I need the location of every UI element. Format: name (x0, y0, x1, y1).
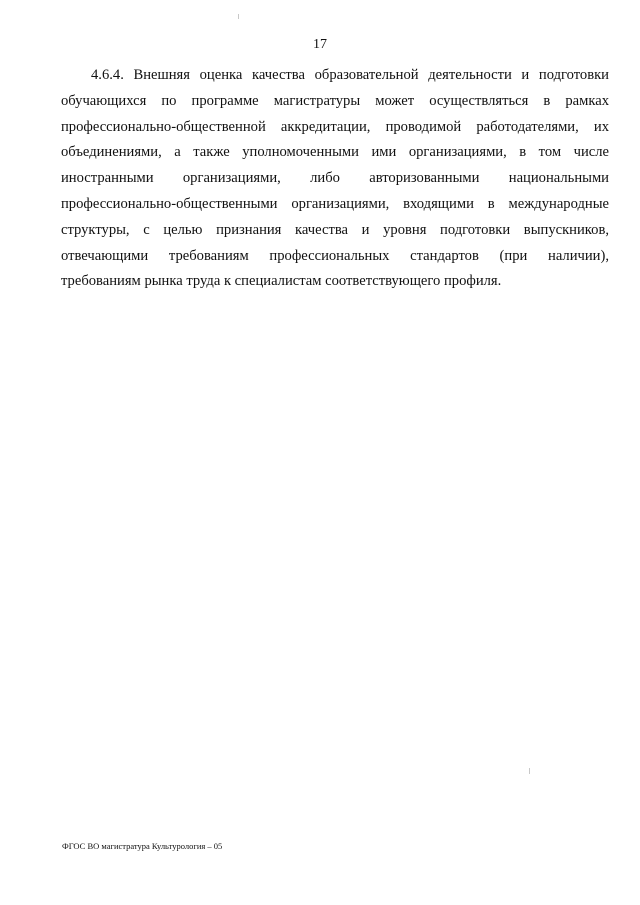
paragraph-line: структуры, с целью признания качества и уровня подготовки выпускников, (61, 221, 609, 238)
paragraph-line: обучающихся по программе магистратуры может осуществляться в рамках (61, 92, 609, 109)
document-footer: ФГОС ВО магистратура Культурология – 05 (62, 841, 223, 851)
paragraph-line: 4.6.4. Внешняя оценка качества образовательной деятельности и подготовки (91, 67, 609, 83)
paragraph-line: иностранными организациями, либо авторизованными национальными (61, 170, 609, 187)
paragraph-4-6-4 (61, 63, 609, 295)
scan-speck (238, 14, 239, 19)
paragraph-line: отвечающими требованиям профессиональных стандартов (при наличии), (61, 247, 609, 264)
page-number: 17 (313, 37, 327, 52)
paragraph-line: требованиям рынка труда к специалистам соответствующего профиля. (61, 273, 502, 290)
paragraph-line: профессионально-общественной аккредитации, проводимой работодателями, их (61, 118, 609, 135)
paragraph-line: объединениями, а также уполномоченными ими организациями, в том числе (61, 144, 609, 161)
paragraph-line: профессионально-общественными организациями, входящими в международные (61, 195, 609, 212)
scan-speck (529, 768, 530, 774)
